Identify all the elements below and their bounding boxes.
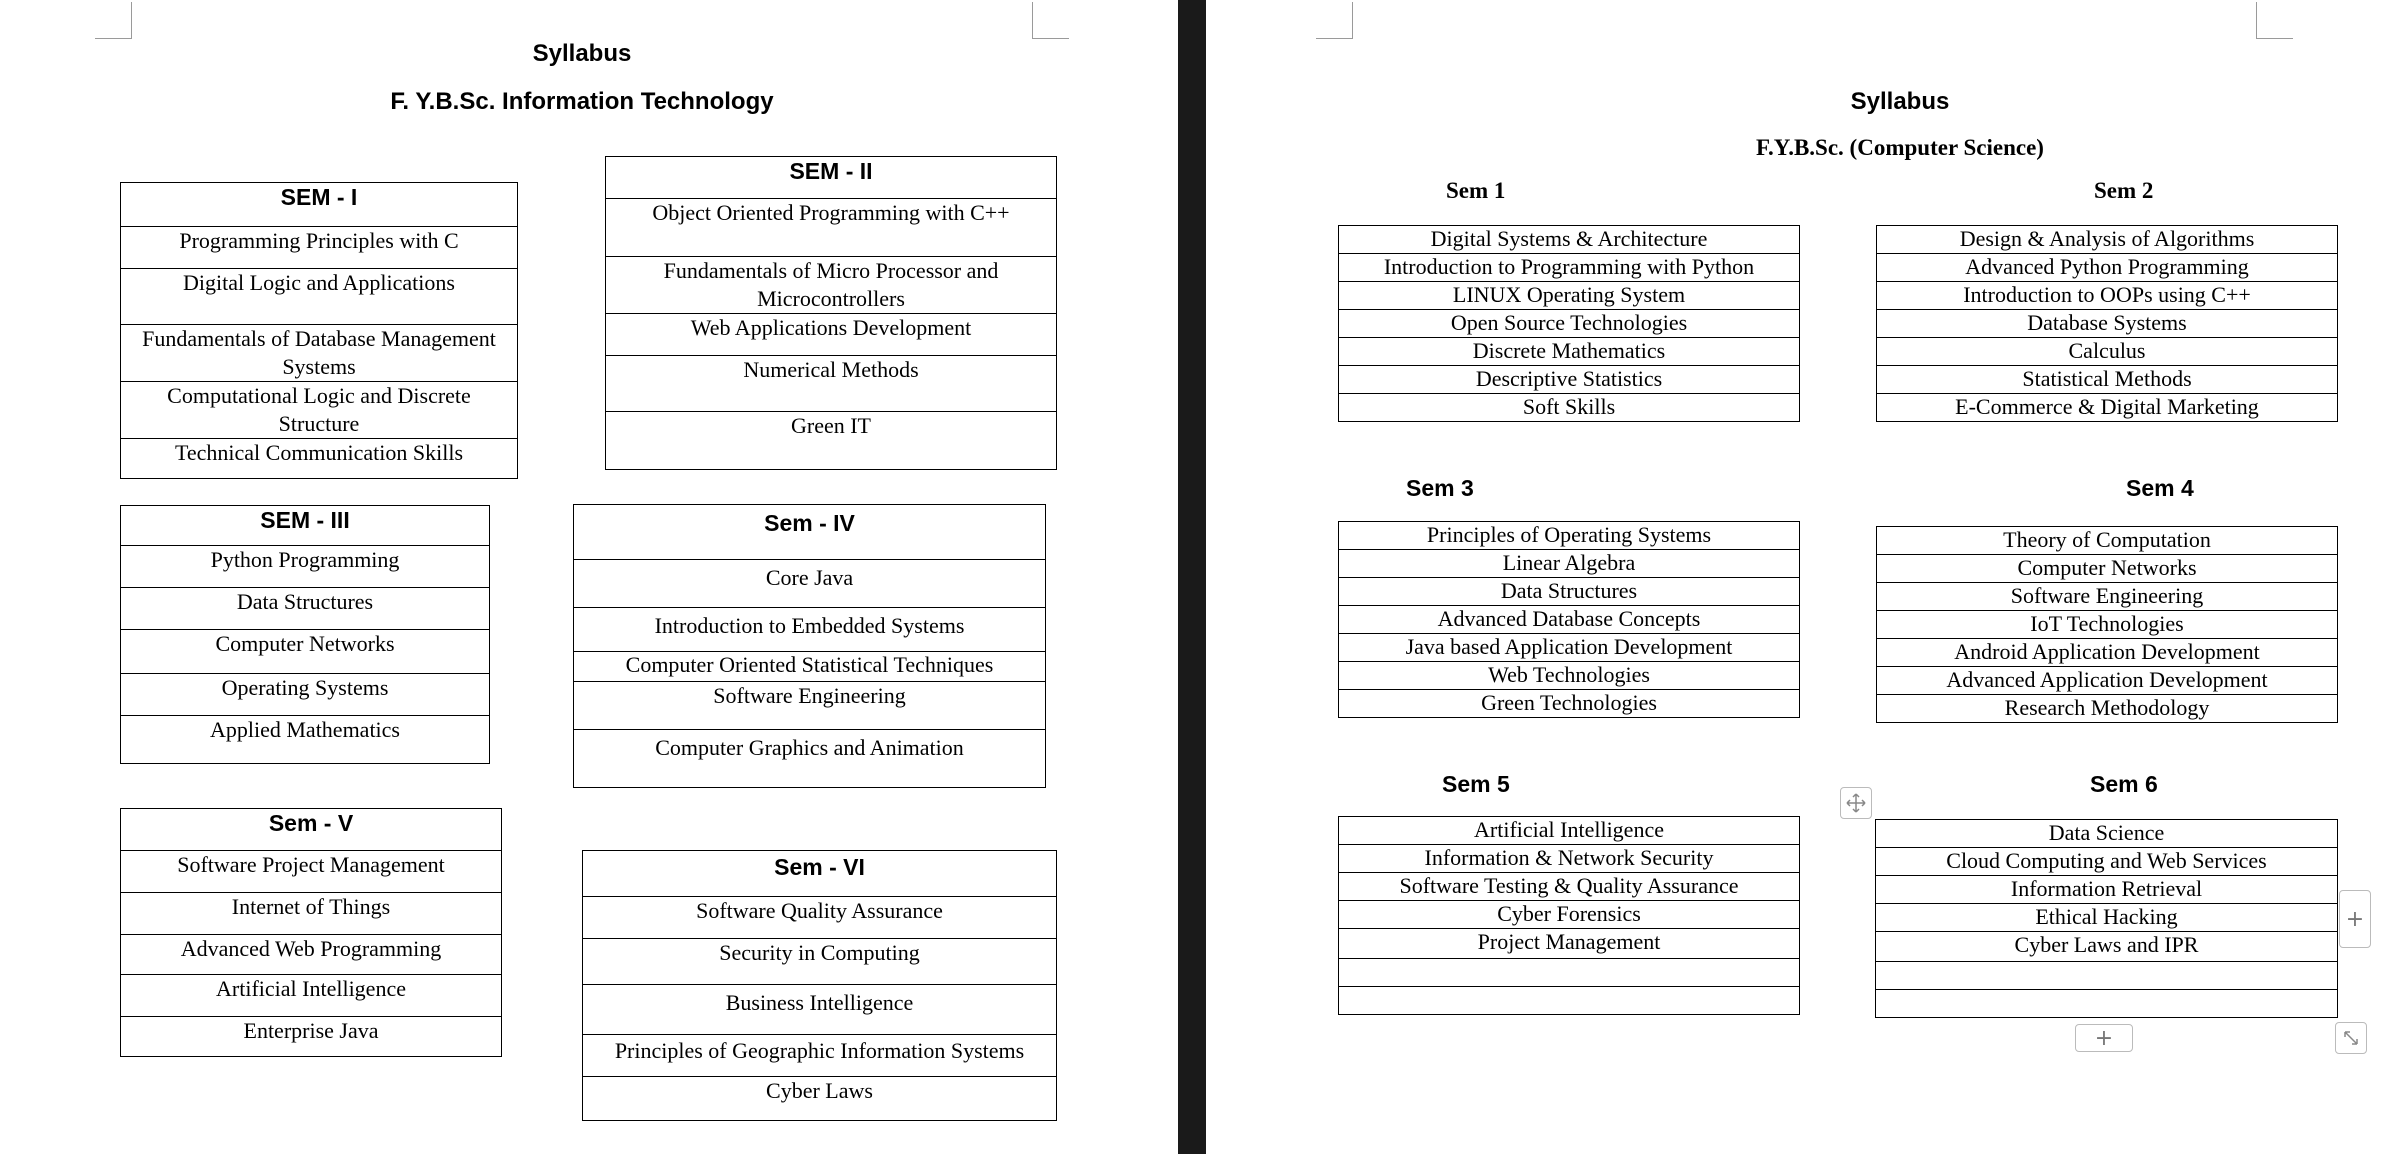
course-cell[interactable]: Green Technologies — [1339, 690, 1800, 718]
course-cell[interactable]: Artificial Intelligence — [121, 975, 502, 1017]
course-cell[interactable]: Design & Analysis of Algorithms — [1877, 226, 2338, 254]
sem-6-table[interactable] — [582, 850, 1057, 1121]
sem-1-header: SEM - I — [121, 183, 518, 227]
course-cell[interactable]: Cyber Forensics — [1339, 901, 1800, 929]
course-cell[interactable]: LINUX Operating System — [1339, 282, 1800, 310]
course-cell[interactable]: Principles of Geographic Information Systems — [583, 1035, 1057, 1077]
course-cell[interactable]: Information Retrieval — [1876, 876, 2338, 904]
course-cell[interactable]: Advanced Python Programming — [1877, 254, 2338, 282]
course-cell[interactable]: Java based Application Development — [1339, 634, 1800, 662]
add-row-button[interactable] — [2075, 1024, 2133, 1052]
sem-4-header: Sem - IV — [574, 505, 1046, 560]
course-cell[interactable]: Computer Graphics and Animation — [574, 730, 1046, 788]
page-title: Syllabus — [532, 40, 632, 67]
course-cell[interactable]: Business Intelligence — [583, 985, 1057, 1035]
course-cell[interactable]: Introduction to Programming with Python — [1339, 254, 1800, 282]
course-cell[interactable]: Introduction to Embedded Systems — [574, 608, 1046, 652]
course-cell[interactable]: Python Programming — [121, 546, 490, 588]
page-corner-mark — [2256, 2, 2293, 39]
course-cell[interactable]: Data Science — [1876, 820, 2338, 848]
table-resize-handle[interactable] — [2335, 1022, 2367, 1054]
sem-5-header: Sem - V — [121, 809, 502, 851]
course-cell[interactable]: Enterprise Java — [121, 1017, 502, 1057]
course-cell[interactable]: Software Engineering — [1877, 583, 2338, 611]
course-cell[interactable]: Research Methodology — [1877, 695, 2338, 723]
course-cell[interactable]: Web Applications Development — [606, 314, 1057, 356]
course-cell[interactable]: Computer Oriented Statistical Techniques — [574, 652, 1046, 682]
resize-icon — [2341, 1028, 2361, 1048]
course-cell[interactable]: Artificial Intelligence — [1339, 817, 1800, 845]
course-cell[interactable]: Security in Computing — [583, 939, 1057, 985]
course-cell[interactable]: Data Structures — [1339, 578, 1800, 606]
course-cell[interactable]: Digital Logic and Applications — [121, 269, 518, 325]
course-cell[interactable]: Theory of Computation — [1877, 527, 2338, 555]
page-gutter — [1178, 0, 1206, 1154]
page-corner-mark — [1032, 2, 1069, 39]
course-cell[interactable]: Information & Network Security — [1339, 845, 1800, 873]
course-cell[interactable]: Internet of Things — [121, 893, 502, 935]
plus-icon: + — [2345, 906, 2365, 932]
course-cell[interactable]: Green IT — [606, 412, 1057, 470]
course-cell[interactable]: Descriptive Statistics — [1339, 366, 1800, 394]
course-cell[interactable]: Technical Communication Skills — [121, 439, 518, 479]
course-cell[interactable]: Core Java — [574, 560, 1046, 608]
course-cell[interactable]: Fundamentals of Micro Processor and Microcontrollers — [606, 257, 1057, 314]
course-cell[interactable]: Software Project Management — [121, 851, 502, 893]
sem-2-table[interactable] — [605, 156, 1057, 470]
sem-5-table[interactable] — [120, 808, 502, 1057]
course-cell[interactable]: Android Application Development — [1877, 639, 2338, 667]
sem-4-label: Sem 4 — [2126, 475, 2194, 501]
plus-icon: + — [2094, 1025, 2114, 1051]
course-cell[interactable]: Web Technologies — [1339, 662, 1800, 690]
course-cell[interactable]: Principles of Operating Systems — [1339, 522, 1800, 550]
empty-cell[interactable] — [1876, 990, 2338, 1018]
course-cell[interactable]: Software Quality Assurance — [583, 897, 1057, 939]
page-title: Syllabus — [1850, 88, 1950, 115]
sem-5-label: Sem 5 — [1442, 771, 1510, 797]
course-cell[interactable]: Software Testing & Quality Assurance — [1339, 873, 1800, 901]
course-cell[interactable]: Statistical Methods — [1877, 366, 2338, 394]
course-cell[interactable]: Software Engineering — [574, 682, 1046, 730]
sem-1-label: Sem 1 — [1446, 178, 1506, 203]
course-cell[interactable]: Operating Systems — [121, 674, 490, 716]
course-cell[interactable]: Database Systems — [1877, 310, 2338, 338]
course-cell[interactable]: Discrete Mathematics — [1339, 338, 1800, 366]
course-cell[interactable]: Computational Logic and Discrete Structure — [121, 382, 518, 439]
sem-3-table[interactable] — [120, 505, 490, 764]
course-cell[interactable]: Programming Principles with C — [121, 227, 518, 269]
course-cell[interactable]: Computer Networks — [121, 630, 490, 674]
sem-6-header: Sem - VI — [583, 851, 1057, 897]
course-cell[interactable]: Applied Mathematics — [121, 716, 490, 764]
course-cell[interactable]: E-Commerce & Digital Marketing — [1877, 394, 2338, 422]
course-cell[interactable]: Fundamentals of Database Management Systems — [121, 325, 518, 382]
course-cell[interactable]: IoT Technologies — [1877, 611, 2338, 639]
course-cell[interactable]: Cyber Laws — [583, 1077, 1057, 1121]
sem-4-table[interactable] — [1876, 526, 2338, 723]
course-cell[interactable]: Cyber Laws and IPR — [1876, 932, 2338, 962]
add-column-button[interactable] — [2339, 890, 2371, 948]
course-cell[interactable]: Cloud Computing and Web Services — [1876, 848, 2338, 876]
course-cell[interactable]: Digital Systems & Architecture — [1339, 226, 1800, 254]
left-page — [0, 0, 1178, 1154]
empty-cell[interactable] — [1339, 959, 1800, 987]
table-move-handle[interactable] — [1840, 787, 1872, 819]
course-cell[interactable]: Linear Algebra — [1339, 550, 1800, 578]
sem-1-table[interactable] — [120, 182, 518, 479]
sem-2-label: Sem 2 — [2094, 178, 2154, 203]
course-cell[interactable]: Advanced Application Development — [1877, 667, 2338, 695]
course-cell[interactable]: Object Oriented Programming with C++ — [606, 199, 1057, 257]
sem-2-header: SEM - II — [606, 157, 1057, 199]
course-cell[interactable]: Soft Skills — [1339, 394, 1800, 422]
course-cell[interactable]: Computer Networks — [1877, 555, 2338, 583]
move-icon — [1845, 792, 1867, 814]
sem-2-table[interactable] — [1876, 225, 2338, 422]
course-cell[interactable]: Advanced Database Concepts — [1339, 606, 1800, 634]
course-cell[interactable]: Open Source Technologies — [1339, 310, 1800, 338]
sem-5-table[interactable] — [1338, 816, 1800, 1015]
course-cell[interactable]: Project Management — [1339, 929, 1800, 959]
course-cell[interactable]: Introduction to OOPs using C++ — [1877, 282, 2338, 310]
sem-6-table[interactable] — [1875, 819, 2338, 1018]
course-cell[interactable]: Ethical Hacking — [1876, 904, 2338, 932]
sem-3-header: SEM - III — [121, 506, 490, 546]
sem-4-table[interactable] — [573, 504, 1046, 788]
empty-cell[interactable] — [1876, 962, 2338, 990]
sem-6-label: Sem 6 — [2090, 771, 2158, 797]
right-page — [1206, 0, 2382, 1154]
page-corner-mark — [1316, 2, 1353, 39]
page-corner-mark — [95, 2, 132, 39]
empty-cell[interactable] — [1339, 987, 1800, 1015]
page-subtitle: F.Y.B.Sc. (Computer Science) — [1756, 135, 2044, 160]
course-cell[interactable]: Data Structures — [121, 588, 490, 630]
sem-3-label: Sem 3 — [1406, 475, 1474, 501]
sem-1-table[interactable] — [1338, 225, 1800, 422]
sem-3-table[interactable] — [1338, 521, 1800, 718]
course-cell[interactable]: Advanced Web Programming — [121, 935, 502, 975]
course-cell[interactable]: Numerical Methods — [606, 356, 1057, 412]
page-subtitle: F. Y.B.Sc. Information Technology — [390, 88, 774, 115]
course-cell[interactable]: Calculus — [1877, 338, 2338, 366]
